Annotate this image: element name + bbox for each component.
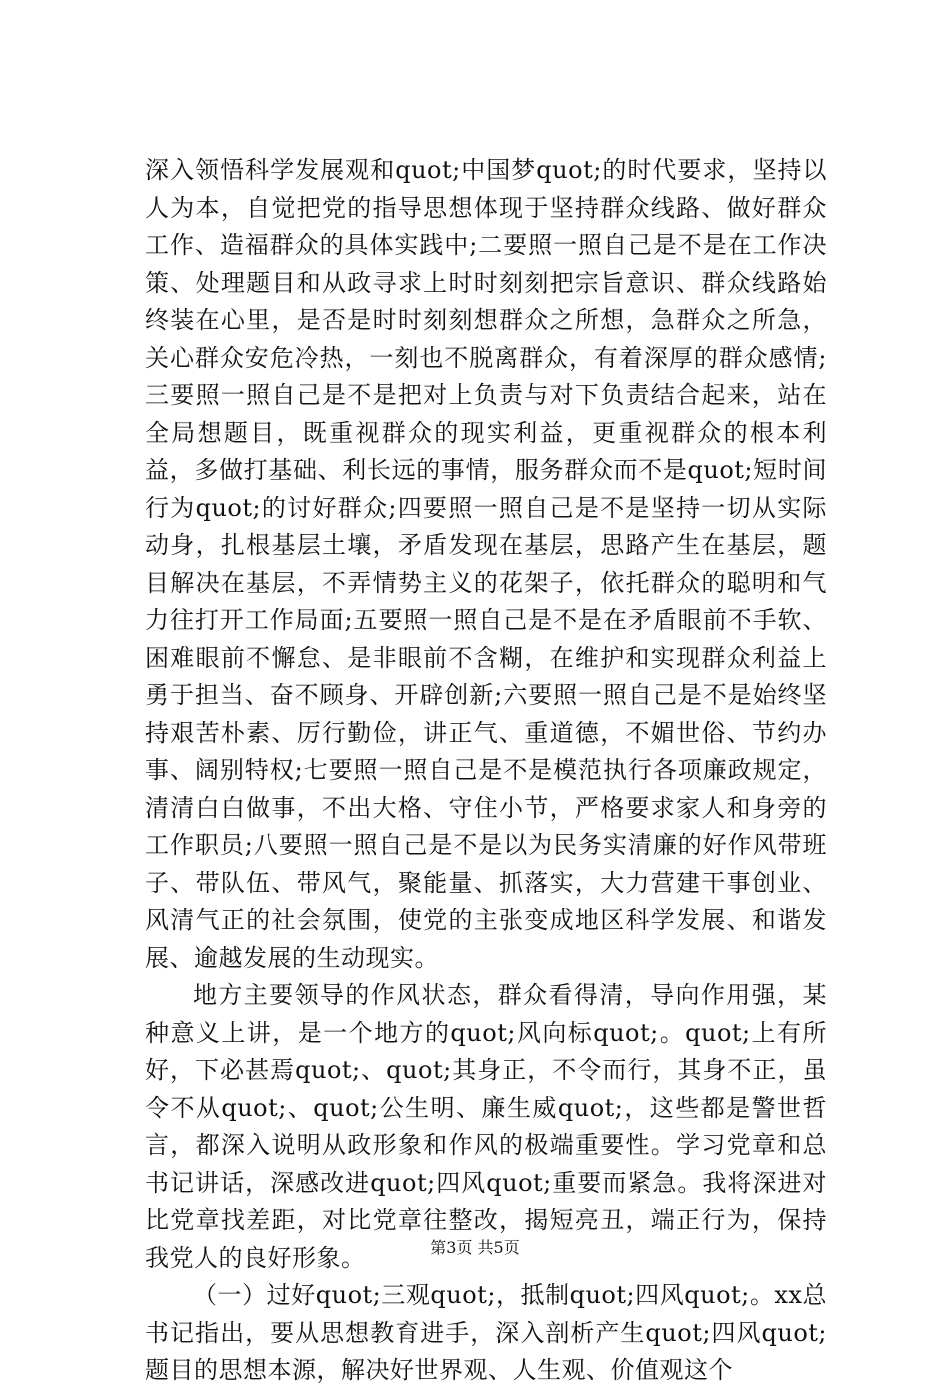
page-number-footer: 第3页 共5页 xyxy=(430,1238,520,1257)
paragraph-2: 地方主要领导的作风状态，群众看得清，导向作用强，某种意义上讲，是一个地方的quot;风向标quot;。quot;上有所好，下必甚焉quot;、quot;其身正，不令而行，其身不正，虽令不从quot;、quot;公生明、廉生威quot;，这些都是警世哲言，都深入说明从政形象和作风的极端重要性。学习党章和总书记讲话，深感改进quot;四风quot;重要而紧急。我将深进对比党章找差距，对比党章往整改，揭短亮丑，端正行为，保持我党人的良好形象。 xyxy=(145,981,827,1272)
paragraph-1: 深入领悟科学发展观和quot;中国梦quot;的时代要求，坚持以人为本，自觉把党的指导思想体现于坚持群众线路、做好群众工作、造福群众的具体实践中;二要照一照自己是不是在工作决策、处理题目和从政寻求上时时刻刻把宗旨意识、群众线路始终装在心里，是否是时时刻刻想群众之所想，急群众之所急，关心群众安危冷热，一刻也不脱离群众，有着深厚的群众感情;三要照一照自己是不是把对上负责与对下负责结合起来，站在全局想题目，既重视群众的现实利益，更重视群众的根本利益，多做打基础、利长远的事情，服务群众而不是quot;短时间行为quot;的讨好群众;四要照一照自己是不是坚持一切从实际动身，扎根基层土壤，矛盾发现在基层，思路产生在基层，题目解决在基层，不弄情势主义的花架子，依托群众的聪明和气力往打开工作局面;五要照一照自己是不是在矛盾眼前不手软、困难眼前不懈怠、是非眼前不含糊，在维护和实现群众利益上勇于担当、奋不顾身、开辟创新;六要照一照自己是不是始终坚持艰苦朴素、厉行勤俭，讲正气、重道德，不媚世俗、节约办事、阔别特权;七要照一照自己是不是模范执行各项廉政规定，清清白白做事，不出大格、守住小节，严格要求家人和身旁的工作职员;八要照一照自己是不是以为民务实清廉的好作风带班子、带队伍、带风气，聚能量、抓落实，大力营建干事创业、风清气正的社会氛围，使党的主张变成地区科学发展、和谐发展、逾越发展的生动现实。 xyxy=(145,156,827,972)
paragraph-3: （一）过好quot;三观quot;，抵制quot;四风quot;。xx总书记指出，要从思想教育进手，深入剖析产生quot;四风quot;题目的思想本源，解决好世界观、人生观、价值观这个 xyxy=(145,1281,827,1384)
document-body xyxy=(145,152,827,1390)
